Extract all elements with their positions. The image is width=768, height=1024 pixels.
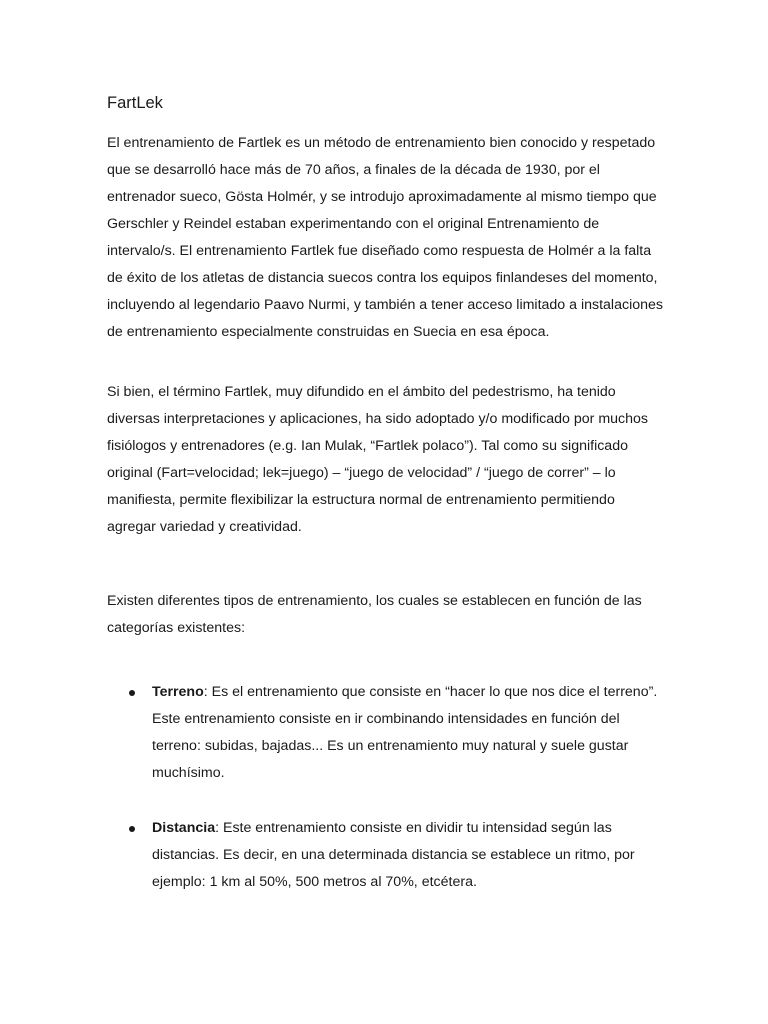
paragraph-history: El entrenamiento de Fartlek es un método de entrenamiento bien conocido y respetado que se desarrolló hace más de 70 años, a finales de la década de 1930, por el entrenador sueco, Gösta Holmér, y se introdujo aproximadamente al mismo tiempo que Gerschler y Reindel estaban experimentando con el original Entrenamiento de intervalo/s. El entrenamiento Fartlek fue diseñado como respuesta de Holmér a la falta de éxito de los atletas de distancia suecos contra los equipos finlandeses del momento, incluyendo al legendario Paavo Nurmi, y también a tener acceso limitado a instalaciones de entrenamiento especialmente construidas en Suecia en esa época. [107,135,663,340]
list-item-term: Terreno [152,684,204,700]
list-item-text [152,815,662,896]
document-title: FartLek [107,94,163,112]
paragraph-types-intro: Existen diferentes tipos de entrenamiento, los cuales se establecen en función de las categorías existentes: [107,593,642,636]
bullet-icon [129,690,135,696]
paragraph-meaning: Si bien, el término Fartlek, muy difundido en el ámbito del pedestrismo, ha tenido diversas interpretaciones y aplicaciones, ha sido adoptado y/o modificado por muchos fisiólogos y entrenadores (e.g. Ian Mulak, “Fartlek polaco”). Tal como su significado original (Fart=velocidad; lek=juego) – “juego de velocidad” / “juego de correr” – lo manifiesta, permite flexibilizar la estructura normal de entrenamiento permitiendo agregar variedad y creatividad. [107,384,649,535]
list-item-text [152,679,662,787]
bullet-icon [129,826,135,832]
list-item-term: Distancia [152,820,216,836]
list-item-description: : Es el entrenamiento que consiste en “hacer lo que nos dice el terreno”. Este entrenamiento consiste en ir combinando intensidades en función del terreno: subidas, bajadas... Es un entrenamiento muy natural y suele gustar muchísimo. [152,684,658,781]
list-item-description: : Este entrenamiento consiste en dividir tu intensidad según las distancias. Es decir, en una determinada distancia se establece un ritmo, por ejemplo: 1 km al 50%, 500 metros al 70%, etcétera. [152,820,635,890]
